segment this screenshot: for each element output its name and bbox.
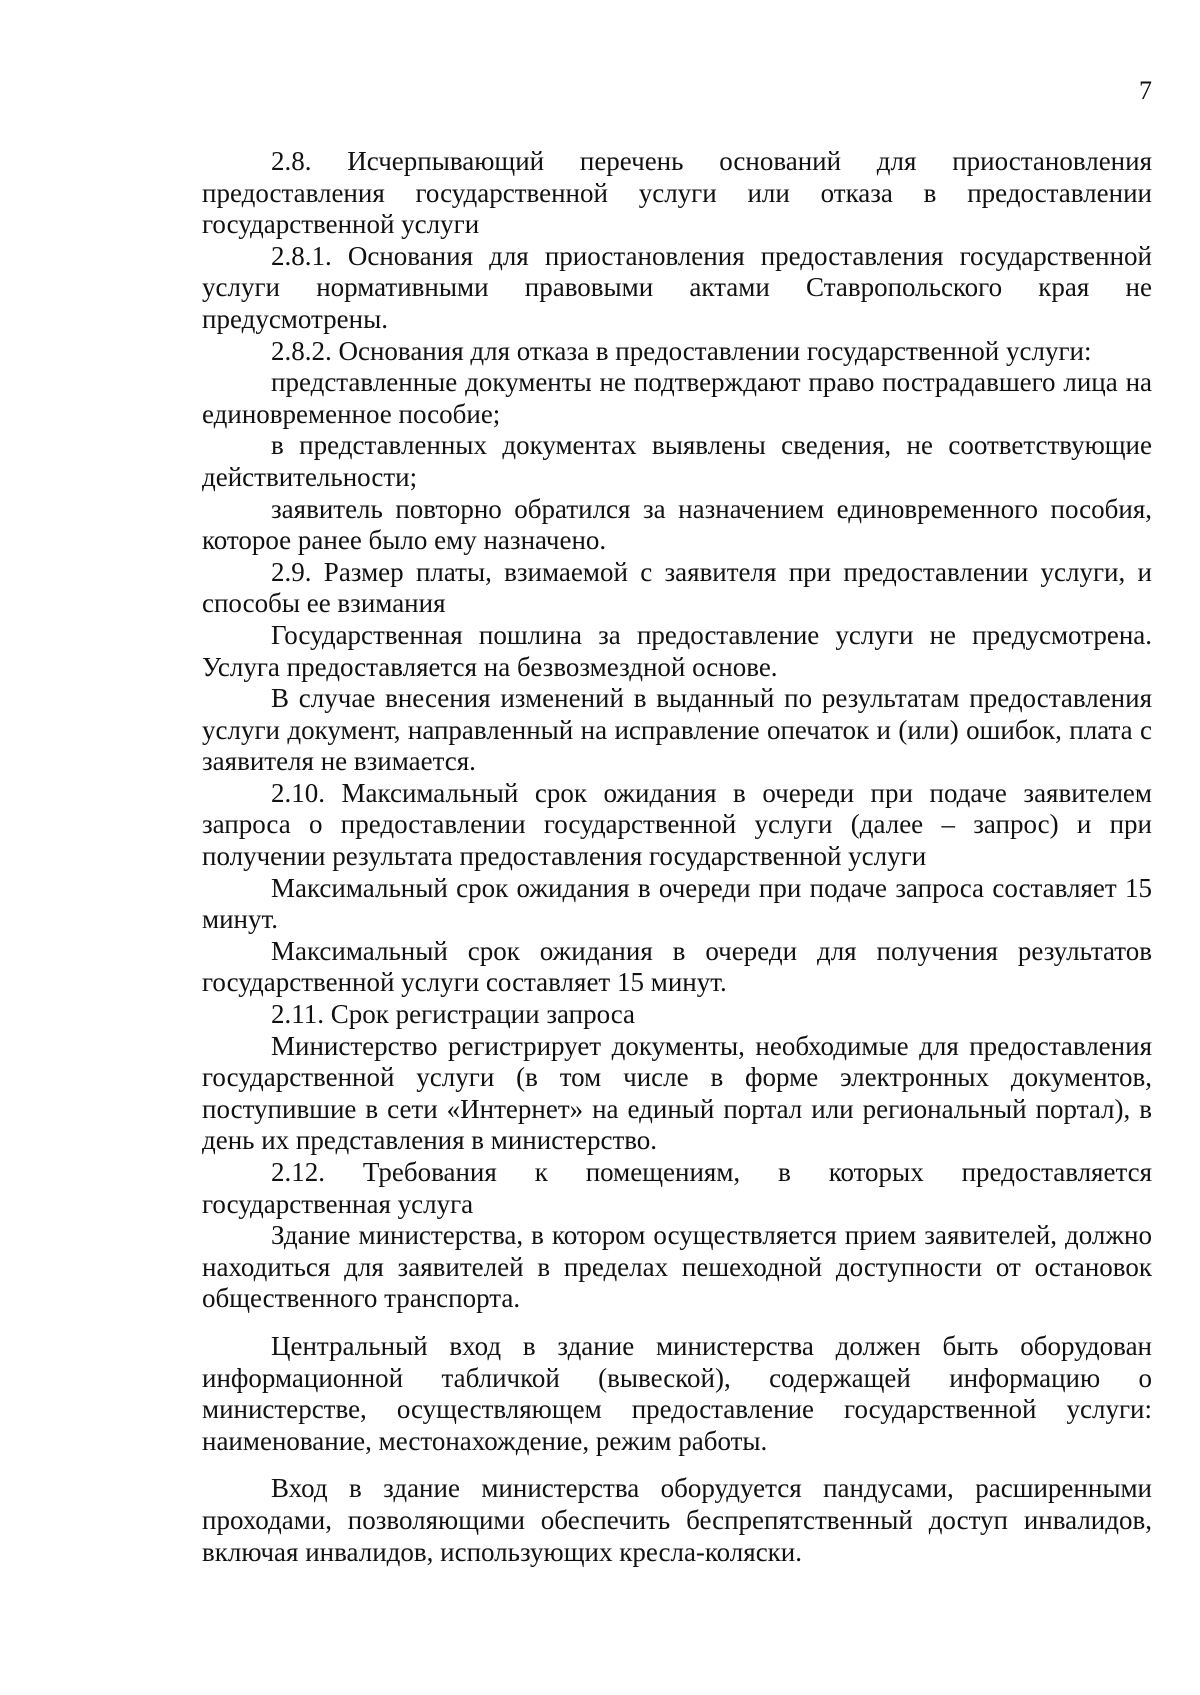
section-2-10-paragraph-1: Максимальный срок ожидания в очереди при подаче запроса составляет 15 минут. xyxy=(202,872,1152,935)
section-2-12-heading: 2.12. Требования к помещениям, в которых предоставляется государственная услуга xyxy=(202,1157,1152,1219)
section-2-11-paragraph: Министерство регистрирует документы, необходимые для предоставления государственной услуги (в том числе в форме электронных документов, поступившие в сети «Интернет» на единый портал или региональный портал), в день их представления в министерство. xyxy=(202,1030,1152,1156)
refusal-ground-3: заявитель повторно обратился за назначением единовременного пособия, которое ранее было ему назначено. xyxy=(202,493,1152,556)
section-2-11-heading: 2.11. Срок регистрации запроса xyxy=(271,999,636,1030)
section-2-8-2-heading: 2.8.2. Основания для отказа в предоставлении государственной услуги: xyxy=(271,335,1092,366)
section-2-9-paragraph-1: Государственная пошлина за предоставление услуги не предусмотрена. Услуга предоставляется на безвозмездной основе. xyxy=(202,619,1152,682)
refusal-ground-1: представленные документы не подтверждают право пострадавшего лица на единовременное пособие; xyxy=(202,367,1152,429)
section-2-10-heading: 2.10. Максимальный срок ожидания в очереди при подаче заявителем запроса о предоставлении государственной услуги (далее – запрос) и при получении результата предоставления государственной услуги xyxy=(202,777,1152,872)
page-number: 7 xyxy=(1139,76,1152,105)
section-2-9-paragraph-2: В случае внесения изменений в выданный по результатам предоставления услуги документ, направленный на исправление опечаток и (или) ошибок, плата с заявителя не взимается. xyxy=(202,683,1152,777)
section-2-10-paragraph-2: Максимальный срок ожидания в очереди для получения результатов государственной услуги составляет 15 минут. xyxy=(202,935,1152,998)
section-2-8-1: 2.8.1. Основания для приостановления предоставления государственной услуги нормативными правовыми актами Ставропольского края не предусмотрены. xyxy=(202,240,1152,334)
section-2-12-paragraph-2: Центральный вход в здание министерства должен быть оборудован информационной табличкой (вывеской), содержащей информацию о министерстве, осуществляющем предоставление государственной услуги: наименование, местонахождение, режим работы. xyxy=(202,1330,1152,1456)
section-2-12-paragraph-3: Вход в здание министерства оборудуется пандусами, расширенными проходами, позволяющими обеспечить беспрепятственный доступ инвалидов, включая инвалидов, использующих кресла-коляски. xyxy=(202,1473,1152,1567)
section-2-9-heading: 2.9. Размер платы, взимаемой с заявителя при предоставлении услуги, и способы ее взимания xyxy=(202,556,1152,619)
section-2-12-paragraph-1: Здание министерства, в котором осуществляется прием заявителей, должно находиться для заявителей в пределах пешеходной доступности от остановок общественного транспорта. xyxy=(202,1220,1152,1314)
section-2-8-heading: 2.8. Исчерпывающий перечень оснований для приостановления предоставления государственной услуги или отказа в предоставлении государственной услуги xyxy=(202,146,1152,240)
document-body xyxy=(202,146,1152,1568)
refusal-ground-2: в представленных документах выявлены сведения, не соответствующие действительности; xyxy=(202,430,1152,492)
